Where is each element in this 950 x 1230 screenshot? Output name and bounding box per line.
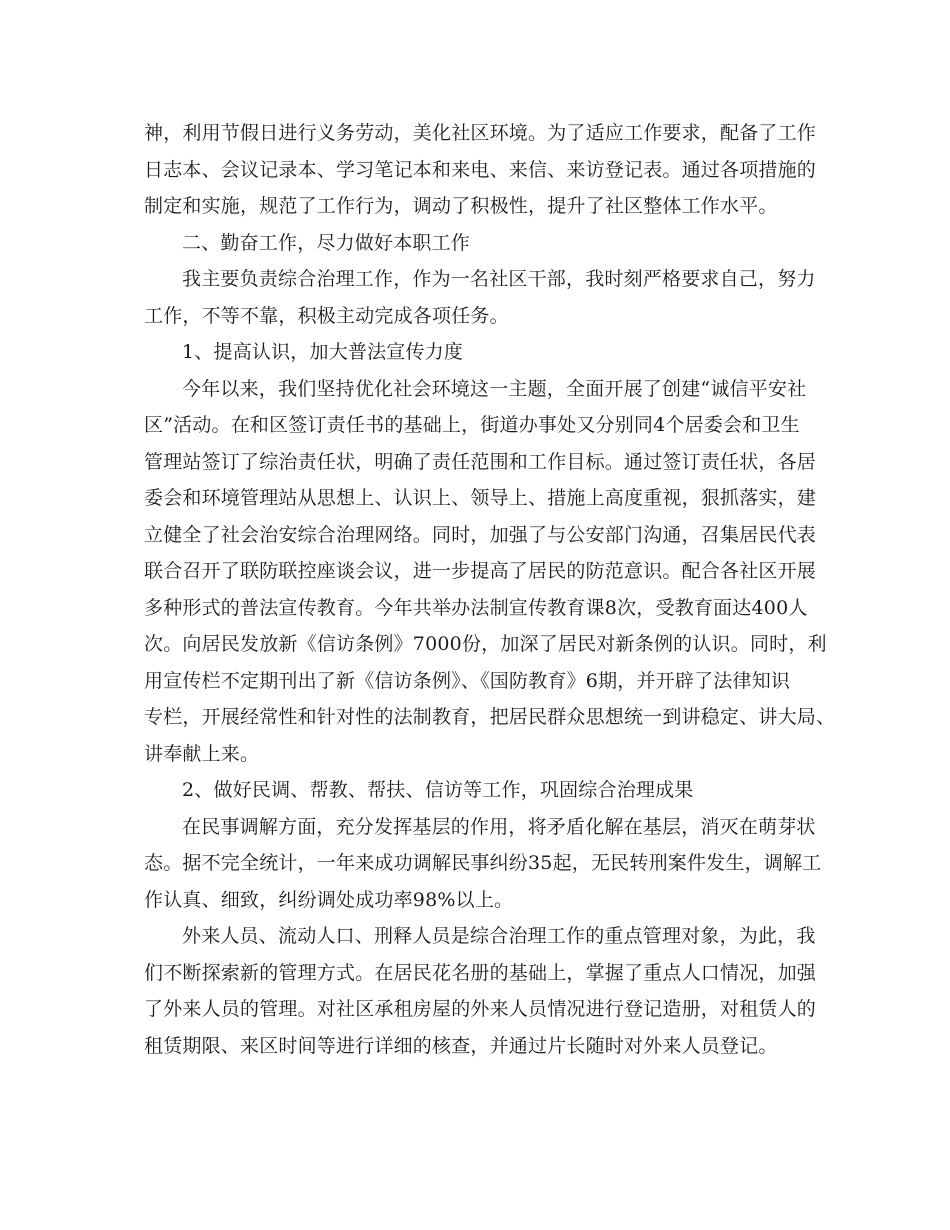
text-line: 今年以来，我们坚持优化社会环境这一主题，全面开展了创建“诚信平安社 [182,377,807,400]
text-line: 立健全了社会治安综合治理网络。同时，加强了与公安部门沟通，召集居民代表 [144,523,817,546]
text-line: 1、提高认识，加大普法宣传力度 [182,341,464,363]
text-line: 日志本、会议记录本、学习笔记本和来电、来信、来访登记表。通过各项措施的 [144,158,817,181]
text-line: 在民事调解方面，充分发挥基层的作用，将矛盾化解在基层，消灭在萌芽状 [182,815,816,838]
text-line: 管理站签订了综治责任状，明确了责任范围和工作目标。通过签订责任状，各居 [144,450,817,473]
text-line: 制定和实施，规范了工作行为，调动了积极性，提升了社区整体工作水平。 [144,195,778,217]
text-line: 次。向居民发放新《信访条例》7000份，加深了居民对新条例的认识。同时，利 [144,633,827,655]
text-line: 作认真、细致，纠纷调处成功率98%以上。 [144,888,514,911]
text-line: 二、勤奋工作，尽力做好本职工作 [182,231,471,254]
text-line: 联合召开了联防联控座谈会议，进一步提高了居民的防范意识。配合各社区开展 [144,560,817,582]
text-line: 多种形式的普法宣传教育。今年共举办法制宣传教育课8次，受教育面达400人 [144,596,808,619]
text-line: 态。据不完全统计，一年来成功调解民事纠纷35起，无民转刑案件发生，调解工 [144,852,822,874]
text-line: 区”活动。在和区签订责任书的基础上，街道办事处又分别同4个居委会和卫生 [144,414,800,436]
text-line: 工作，不等不靠，积极主动完成各项任务。 [144,304,509,327]
text-line: 专栏，开展经常性和针对性的法制教育，把居民群众思想统一到讲稳定、讲大局、 [144,706,836,728]
text-line: 了外来人员的管理。对社区承租房屋的外来人员情况进行登记造册，对租赁人的 [144,998,817,1020]
text-line: 租赁期限、来区时间等进行详细的核查，并通过片长随时对外来人员登记。 [144,1034,778,1057]
text-line: 2、做好民调、帮教、帮扶、信访等工作，巩固综合治理成果 [182,779,694,801]
text-line: 外来人员、流动人口、刑释人员是综合治理工作的重点管理对象，为此，我 [182,925,816,947]
text-line: 我主要负责综合治理工作，作为一名社区干部，我时刻严格要求自己，努力 [182,268,816,290]
text-line: 神，利用节假日进行义务劳动，美化社区环境。为了适应工作要求，配备了工作 [144,122,817,144]
document-page [144,115,836,1064]
text-line: 用宣传栏不定期刊出了新《信访条例》、《国防教育》6期，并开辟了法律知识 [144,669,791,692]
text-line: 委会和环境管理站从思想上、认识上、领导上、措施上高度重视，狠抓落实，建 [144,487,817,509]
text-line: 们不断探索新的管理方式。在居民花名册的基础上，掌握了重点人口情况，加强 [144,961,817,984]
text-line: 讲奉献上来。 [144,742,260,765]
